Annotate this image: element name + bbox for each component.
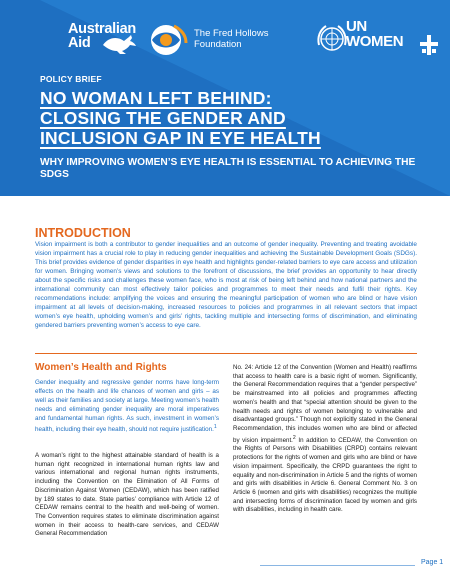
introduction-body: Vision impairment is both a contributor to gender inequalities and an outcome of gender inequality. Preventing and treating avoidable vision impairment has a crucial role to play in reducing gender inequalities and achieving the Sustainable Development Goals (SDGs). This brief provides evidence of gender disparities in eye health and highlights gender-related barriers to eye care access and utilization for women. Bringing women’s views and solutions to the forefront of discussions, the brief provides an opportunity to hear directly about the specific risks and challenges these women face, who is most at risk of being left behind and how national partners and the international community can most effectively tailor policies and programmes to meet their needs and fulfil their rights. Key recommendations include: amplifying the voices and ensuring the meaningful participation of women who are blind or have vision impairment at all levels of decision-making, increased resources to policies and programmes in all relevant sectors that impact women’s eye health, upholding women’s and girls’ rights, tackling multiple and intersecting forms of discrimination, and eliminating gendered barriers preventing women’s access to eye care. bbox=[35, 241, 417, 329]
womens-health-lead bbox=[35, 378, 219, 434]
footnote-ref[interactable]: 2 bbox=[292, 434, 296, 441]
un-women-line1: UN bbox=[346, 18, 367, 35]
fred-hollows-eye-icon bbox=[148, 23, 188, 57]
fred-hollows-line2: Foundation bbox=[194, 39, 242, 50]
section-divider bbox=[35, 353, 417, 354]
un-women-logo-text bbox=[346, 19, 403, 49]
footnote-ref[interactable]: 1 bbox=[213, 424, 217, 430]
title-line: CLOSING THE GENDER AND bbox=[40, 108, 286, 128]
un-emblem-icon bbox=[314, 21, 350, 57]
womens-health-heading: Women’s Health and Rights bbox=[35, 362, 167, 373]
column-two-text-a: No. 24: Article 12 of the Convention (Women and Health) reaffirms that access to health care is a basic right of women. Significantly, the General Recommendation requires that a “gender perspective” be mainstreamed into all policies and programmes affecting women’s health and that “special attention should be given to the health needs and rights of women belonging to vulnerable and disadvantaged groups.” Though not explicitly stated in the General Recommendation, this includes women who are blind or affected by vision impairment. bbox=[233, 364, 417, 444]
title-line: NO WOMAN LEFT BEHIND: bbox=[40, 88, 272, 108]
introduction-heading: INTRODUCTION bbox=[35, 226, 131, 240]
page-title bbox=[40, 88, 440, 148]
column-two-text-b: In addition to CEDAW, the Convention on the Rights of Persons with Disabilities (CRPD) contains relevant protections for the rights of women and girls who are blind or have vision impairment. Specifically, the CRPD guarantees the right to equality and non-discrimination in Article 5 and the rights of women and girls with disabilities in Article 6. General Comment No. 3 on Article 6 (women and girls with disabilities) recognizes the multiple and intersecting forms of discrimination faced by women and girls with disabilities, including in health care. bbox=[233, 436, 417, 514]
column-two-body bbox=[233, 364, 417, 515]
policy-brief-label: POLICY BRIEF bbox=[40, 74, 102, 84]
lead-text: Gender inequality and regressive gender norms have long-term effects on the health and life chances of women and girls – as well as their families and society at large. Meeting women’s health needs and eliminating gender inequality are moral imperatives and fundamental human rights. As such, investment in women’s health, including their eye health, should not require justification. bbox=[35, 379, 219, 434]
fred-hollows-line1: The Fred Hollows bbox=[194, 28, 269, 39]
australian-aid-line1: Australian bbox=[68, 21, 136, 37]
un-women-symbol-icon bbox=[420, 35, 438, 55]
un-women-line2: WOMEN bbox=[346, 33, 404, 50]
fred-hollows-logo-text bbox=[194, 28, 268, 50]
page-number: Page 1 bbox=[421, 559, 444, 566]
column-one-body: A woman’s right to the highest attainable standard of health is a human right recognized in international human rights law and various international and regional human rights instruments, including the Convention on the Elimination of All Forms of Discrimination Against Women (CEDAW), which has been ratified by 189 states to date. State parties’ compliance with Article 12 of CEDAW remains central to the health and well-being of women. The Convention requires states to eliminate discrimination against women in their access to health-care services, and CEDAW General Recommendation bbox=[35, 452, 219, 538]
header-banner bbox=[0, 0, 450, 196]
footer-rule bbox=[260, 565, 415, 566]
title-line: INCLUSION GAP IN EYE HEALTH bbox=[40, 128, 321, 148]
kangaroo-icon bbox=[100, 33, 138, 55]
australian-aid-line2: Aid bbox=[68, 35, 91, 51]
page-subtitle: WHY IMPROVING WOMEN’S EYE HEALTH IS ESSENTIAL TO ACHIEVING THE SDGS bbox=[40, 157, 416, 180]
